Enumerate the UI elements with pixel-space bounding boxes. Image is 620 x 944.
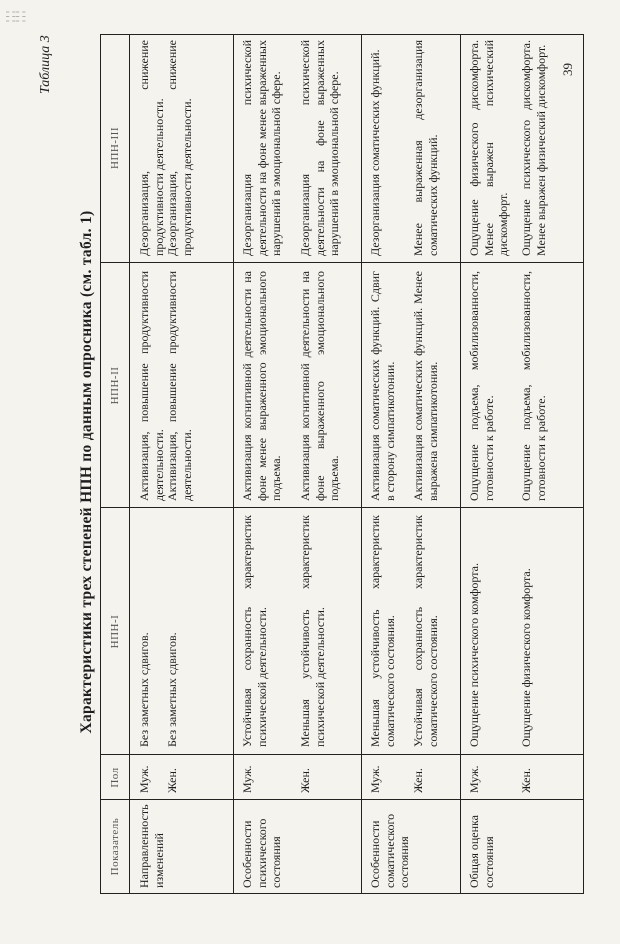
- cell-npn3-male: Дезорганизация психической деятельности на фоне менее выраженных нарушений в эмоциональной сфере.: [240, 40, 283, 256]
- cell-npn3-male: Дезорганизация соматических функций.: [368, 49, 382, 256]
- header-indicator: Показатель: [109, 817, 121, 876]
- header-sex: Пол: [109, 767, 121, 788]
- cell-npn2-male: Ощущение подъема, мобилизованности, готовности к работе.: [467, 271, 496, 501]
- row-indicator: Общая оценка состояния: [467, 814, 496, 888]
- table-title: Характеристики трех степеней НПН по данным опросника (см. табл. 1): [78, 210, 95, 734]
- header-npn-1: НПН-I: [109, 614, 121, 649]
- header-npn-2: НПН-II: [109, 366, 121, 405]
- cell-npn1-male: Меньшая устойчивость характеристик соматического состояния.: [368, 515, 397, 747]
- page-number: 39: [560, 63, 575, 76]
- cell-npn1-male: Ощущение психического комфорта.: [467, 563, 481, 747]
- margin-marks: ¦ ¦ ¦ ¦ ¦ ¦: [5, 10, 26, 22]
- cell-npn2-male: Активизация, повышение продуктивности деятельности.: [137, 271, 166, 501]
- cell-npn1-male: Без заметных сдвигов.: [137, 632, 151, 747]
- sex-male: Муж.: [240, 765, 254, 793]
- row-divider: [460, 35, 461, 893]
- cell-npn1-female: Ощущение физического комфорта.: [519, 568, 533, 747]
- row-indicator: Особенности психического состояния: [240, 818, 283, 888]
- cell-npn2-female: Активизация соматических функций. Менее выражена симпатикотония.: [411, 271, 440, 501]
- cell-npn3-female: Дезорганизация, снижение продуктивности деятельности.: [165, 40, 194, 256]
- cell-npn3-female: Дезорганизация психической деятельности на фоне выраженных нарушений в эмоциональной сфере.: [298, 40, 341, 256]
- cell-npn2-male: Активизация соматических функций. Сдвиг в сторону симпатикотонии.: [368, 271, 397, 501]
- sex-female: Жен.: [519, 768, 533, 793]
- cell-npn3-female: Ощущение психического дискомфорта. Менее выражен физический дискомфорт.: [519, 40, 548, 256]
- cell-npn2-female: Активизация когнитивной деятельности на фоне выраженного эмоционального подъема.: [298, 271, 341, 501]
- cell-npn2-female: Активизация, повышение продуктивности деятельности.: [165, 271, 194, 501]
- cell-npn1-male: Устойчивая сохранность характеристик психической деятельности.: [240, 515, 269, 747]
- characteristics-table: [100, 34, 584, 894]
- sex-male: Муж.: [467, 765, 481, 793]
- cell-npn3-male: Ощущение физического дискомфорта. Менее выражен психический дискомфорт.: [467, 40, 510, 256]
- column-divider: [101, 507, 583, 508]
- table-label: Таблица 3: [38, 35, 53, 94]
- table-header: [101, 35, 130, 893]
- cell-npn3-female: Менее выраженная дезорганизация соматических функций.: [411, 40, 440, 256]
- sex-male: Муж.: [368, 765, 382, 793]
- row-divider: [233, 35, 234, 893]
- column-divider: [101, 799, 583, 800]
- row-indicator: Направленность изменений: [137, 804, 166, 888]
- header-npn-3: НПН-III: [109, 127, 121, 169]
- sex-female: Жен.: [165, 768, 179, 793]
- sex-female: Жен.: [298, 768, 312, 793]
- sex-male: Муж.: [137, 765, 151, 793]
- cell-npn1-female: Без заметных сдвигов.: [165, 632, 179, 747]
- row-indicator: Особенности соматического состояния: [368, 813, 411, 888]
- sex-female: Жен.: [411, 768, 425, 793]
- column-divider: [101, 262, 583, 263]
- cell-npn1-female: Меньшая устойчивость характеристик психической деятельности.: [298, 515, 327, 747]
- column-divider: [101, 754, 583, 755]
- cell-npn1-female: Устойчивая сохранность характеристик соматического состояния.: [411, 515, 440, 747]
- cell-npn3-male: Дезорганизация, снижение продуктивности деятельности.: [137, 40, 166, 256]
- row-divider: [361, 35, 362, 893]
- cell-npn2-male: Активизация когнитивной деятельности на фоне менее выраженного эмоционального подъема.: [240, 271, 283, 501]
- cell-npn2-female: Ощущение подъема, мобилизованности, готовности к работе.: [519, 271, 548, 501]
